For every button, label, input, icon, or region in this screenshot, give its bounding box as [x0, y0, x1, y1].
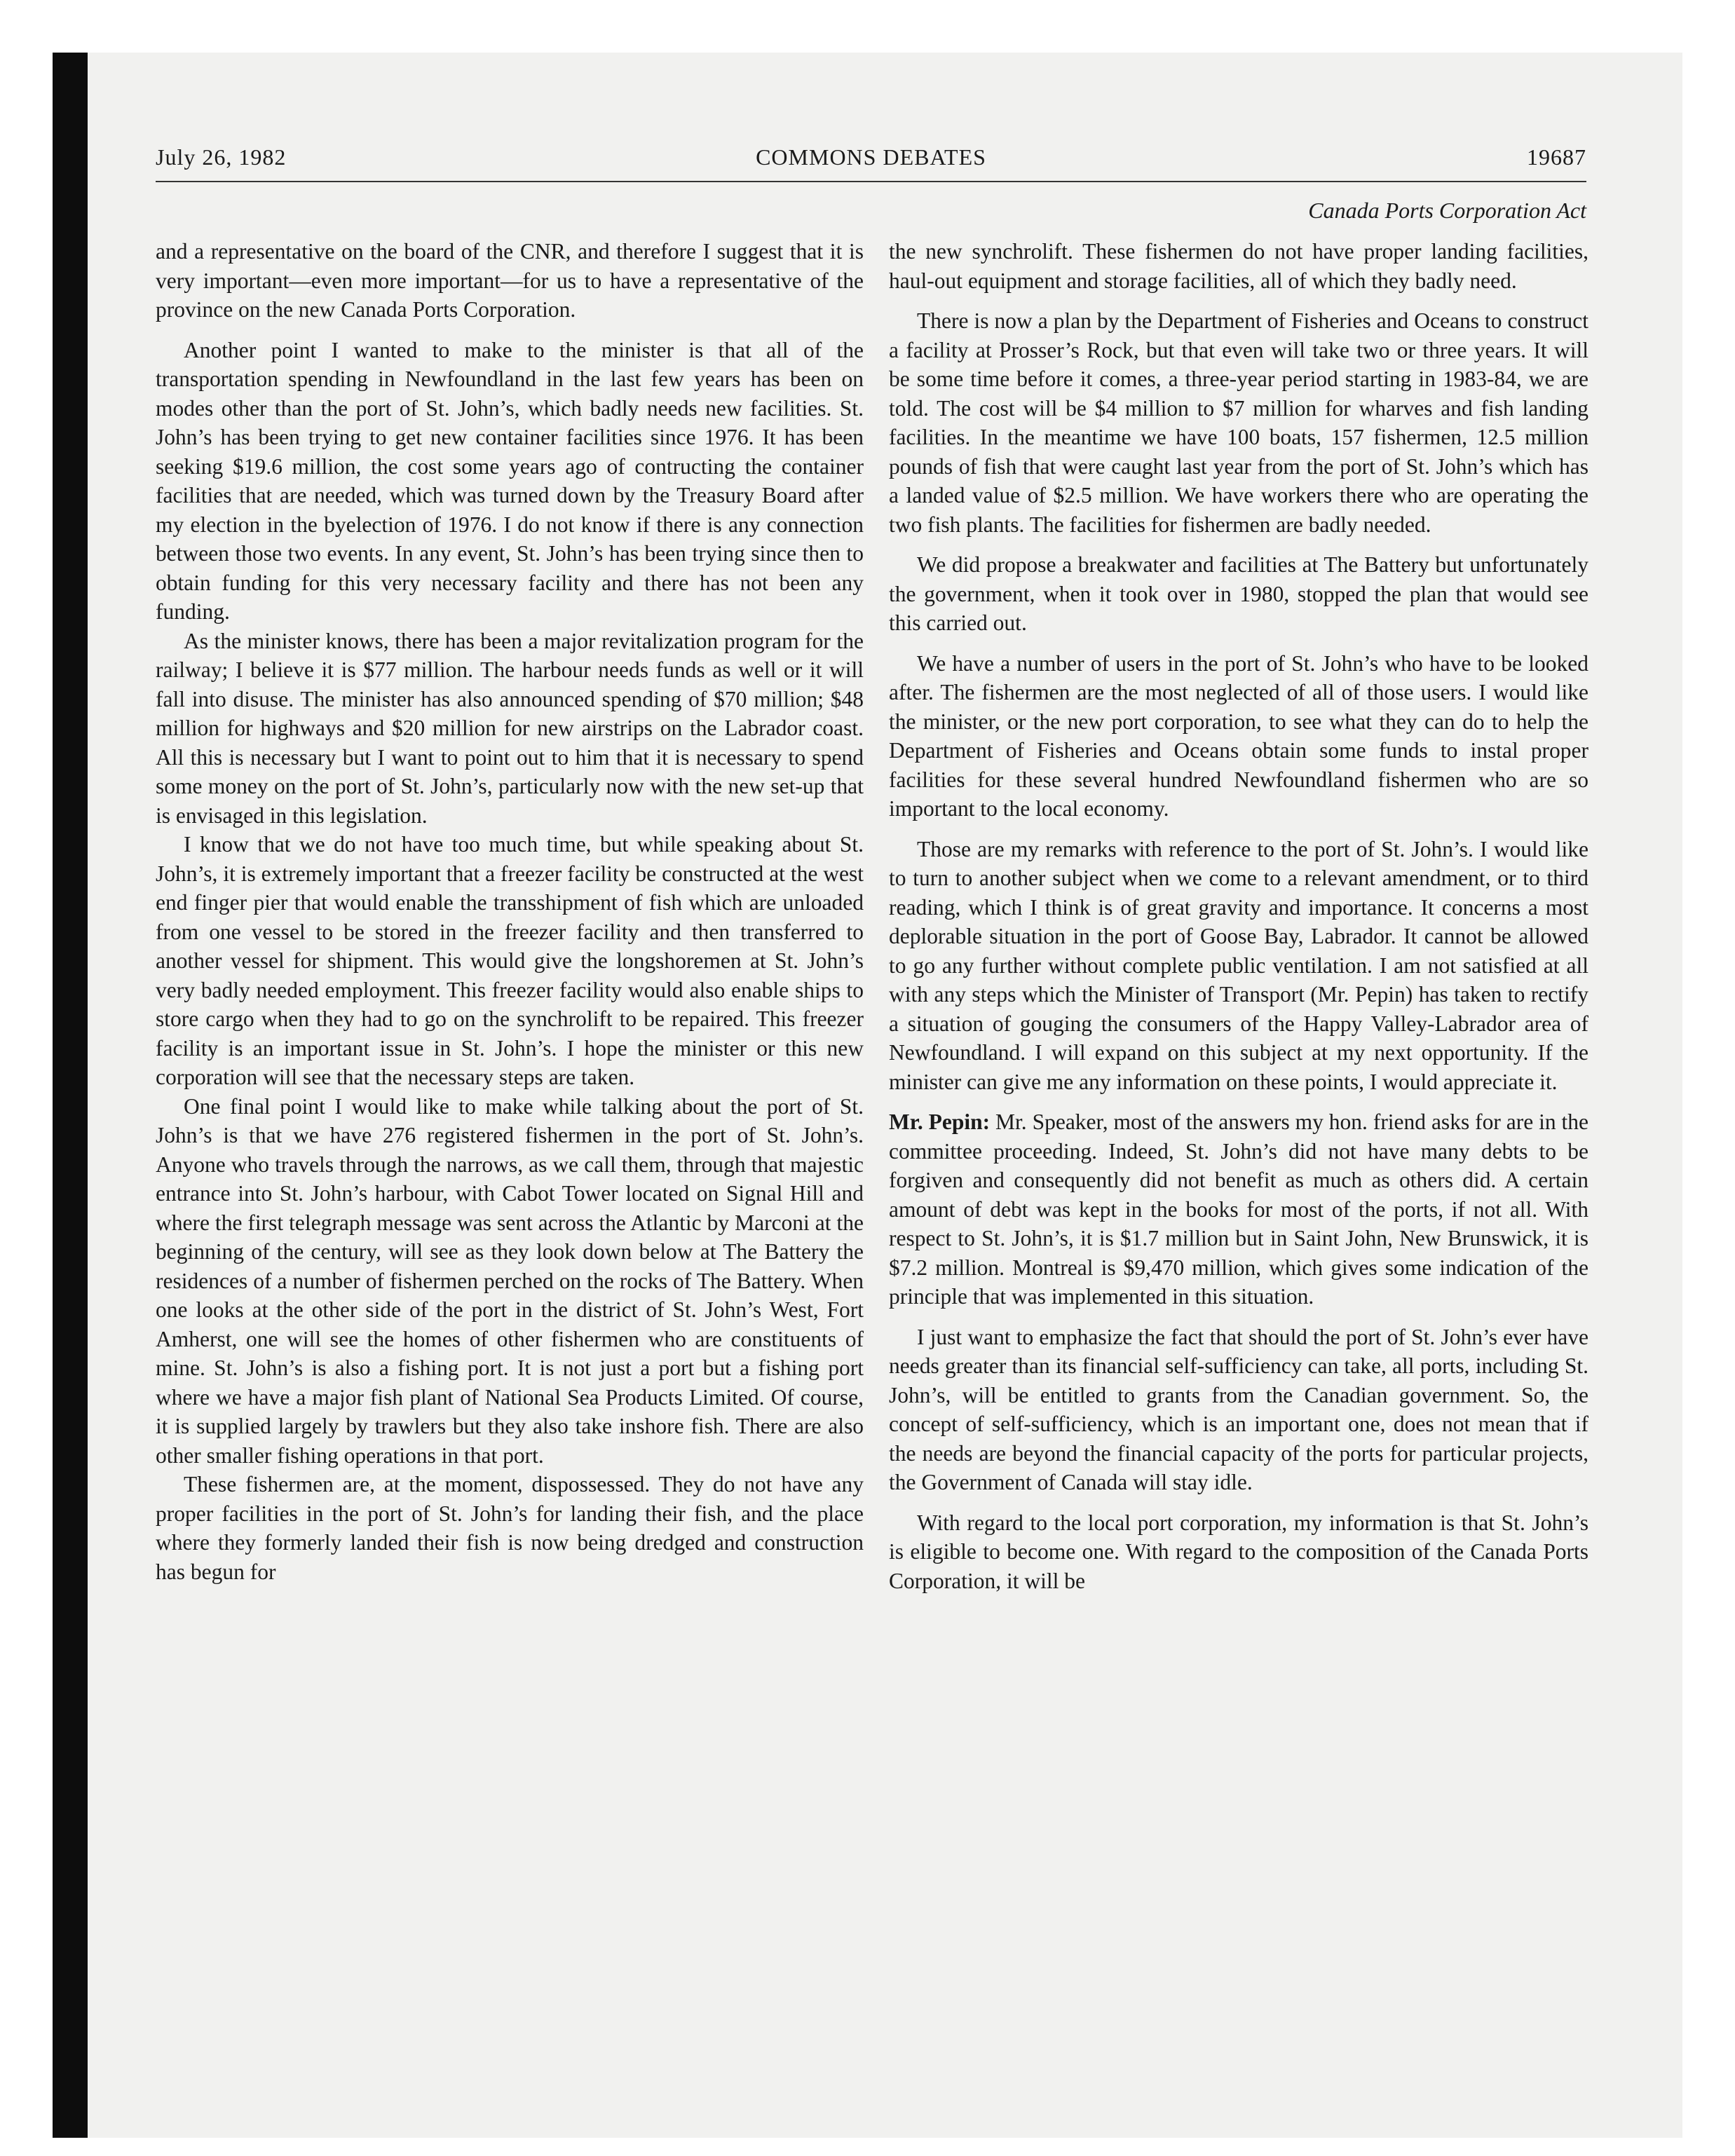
- paragraph: the new synchrolift. These fishermen do not have proper landing facilities, haul-out equipment and storage facilities, all of which they badly need.: [889, 239, 1588, 293]
- paragraph: With regard to the local port corporation, my information is that St. John’s is eligible to become one. With regard to the composition of the Canada Ports Corporation, it will be: [889, 1510, 1588, 1593]
- paragraph: These fishermen are, at the moment, dispossessed. They do not have any proper facilities in the port of St. John’s for landing their fish, and the place where they formerly landed their fish is now being dredged and construction has begun for: [156, 1472, 864, 1584]
- paragraph: I just want to emphasize the fact that should the port of St. John’s ever have needs greater than its financial self-sufficiency can take, all ports, including St. John’s, will be entitled to grants from the Canadian government. So, the concept of self-sufficiency, which is an important one, does not mean that if the needs are beyond the financial capacity of the ports for particular projects, the Government of Canada will stay idle.: [889, 1324, 1588, 1494]
- paragraph: One final point I would like to make while talking about the port of St. John’s is that we have 276 registered fishermen in the port of St. John’s. Anyone who travels through the narrows, as we call them, through that majestic entrance into St. John’s harbour, with Cabot Tower located on Signal Hill and where the first telegraph message was sent across the Atlantic by Marconi at the beginning of the century, will see as they look down below at The Battery the residences of a number of fishermen perched on the rocks of The Battery. When one looks at the other side of the port in the district of St. John’s West, Fort Amherst, one will see the homes of other fishermen who are constituents of mine. St. John’s is also a fishing port. It is not just a port but a fishing port where we have a major fish plant of National Sea Products Limited. Of course, it is supplied largely by trawlers but they also take inshore fish. There are also other smaller fishing operations in that port.: [156, 1093, 864, 1468]
- paragraph: As the minister knows, there has been a major revitalization program for the railway; I believe it is $77 million. The harbour needs funds as well or it will fall into disuse. The minister has also announced spending of $70 million; $48 million for highways and $20 million for new airstrips on the Labrador coast. All this is necessary but I want to point out to him that it is necessary to spend some money on the port of St. John’s, particularly now with the new set-up that is envisaged in this legislation.: [156, 628, 864, 828]
- speaker-text: Mr. Speaker, most of the answers my hon. friend asks for are in the committee proceeding. Indeed, St. John’s did not have many debts to be forgiven and consequently did not benefit as much as others did. A certain amount of debt was kept in the books for most of the ports, if not all. With respect to St. John’s, it is $1.7 million but in Saint John, New Brunswick, it is $7.2 million. Montreal is $9,470 million, which gives some indication of the principle that was implemented in this situation.: [889, 1110, 1588, 1309]
- header-title: COMMONS DEBATES: [756, 144, 986, 170]
- scan-edge: [53, 53, 88, 2138]
- paragraph: We have a number of users in the port of St. John’s who have to be looked after. The fishermen are the most neglected of all of those users. I would like the minister, or the new port corporation, to see what they can do to help the Department of Fisheries and Oceans obtain some funds to instal proper facilities for these several hundred Newfoundland fishermen who are so important to the local economy.: [889, 650, 1588, 821]
- paragraph: and a representative on the board of the CNR, and therefore I suggest that it is very important—even more important—for us to have a representative of the province on the new Canada Ports Corporation.: [156, 239, 864, 322]
- paragraph: Those are my remarks with reference to the port of St. John’s. I would like to turn to another subject when we come to a relevant amendment, or to third reading, which I think is of great gravity and importance. It concerns a most deplorable situation in the port of Goose Bay, Labrador. It cannot be allowed to go any further without complete public ventilation. I am not satisfied at all with any steps which the Minister of Transport (Mr. Pepin) has taken to rectify a situation of gouging the consumers of the Happy Valley-Labrador area of Newfoundland. I will expand on this subject at my next opportunity. If the minister can give me any information on these points, I would appreciate it.: [889, 836, 1588, 1094]
- page-number: 19687: [1527, 144, 1586, 170]
- paragraph: We did propose a breakwater and facilities at The Battery but unfortunately the government, when it took over in 1980, stopped the plan that would see this carried out.: [889, 552, 1588, 635]
- paragraph: I know that we do not have too much time, but while speaking about St. John’s, it is extremely important that a freezer facility be constructed at the west end finger pier that would enable the transshipment of fish which are unloaded from one vessel to be stored in the freezer facility and then transferred to another vessel for shipment. This would give the longshoremen at St. John’s very badly needed employment. This freezer facility would also enable ships to store cargo when they had to go on the synchrolift to be repaired. This freezer facility is an important issue in St. John’s. I hope the minister or this new corporation will see that the necessary steps are taken.: [156, 832, 864, 1089]
- paragraph: There is now a plan by the Department of Fisheries and Oceans to construct a facility at Prosser’s Rock, but that even will take two or three years. It will be some time before it comes, a three-year period starting in 1983-84, we are told. The cost will be $4 million to $7 million for wharves and fish landing facilities. In the meantime we have 100 boats, 157 fishermen, 12.5 million pounds of fish that were caught last year from the port of St. John’s which has a landed value of $2.5 million. We have workers there who are operating the two fish plants. The facilities for fishermen are badly needed.: [889, 308, 1588, 537]
- header-date: July 26, 1982: [156, 144, 287, 170]
- running-head: Canada Ports Corporation Act: [1308, 198, 1586, 223]
- speaker-paragraph: [889, 1107, 1588, 1311]
- page-header: [156, 144, 1586, 182]
- paragraph: Another point I wanted to make to the minister is that all of the transportation spending in Newfoundland in the last few years has been on modes other than the port of St. John’s, which badly needs new facilities. St. John’s has been trying to get new container facilities since 1976. It has been seeking $19.6 million, the cost some years ago of contructing the container facilities that are needed, which was turned down by the Treasury Board after my election in the byelection of 1976. I do not know if there is any connection between those two events. In any event, St. John’s has been trying since then to obtain funding for this very necessary facility and there has not been any funding.: [156, 337, 864, 624]
- left-column: [156, 237, 864, 1586]
- right-column: [889, 237, 1588, 1595]
- speaker-name: Mr. Pepin:: [889, 1110, 991, 1134]
